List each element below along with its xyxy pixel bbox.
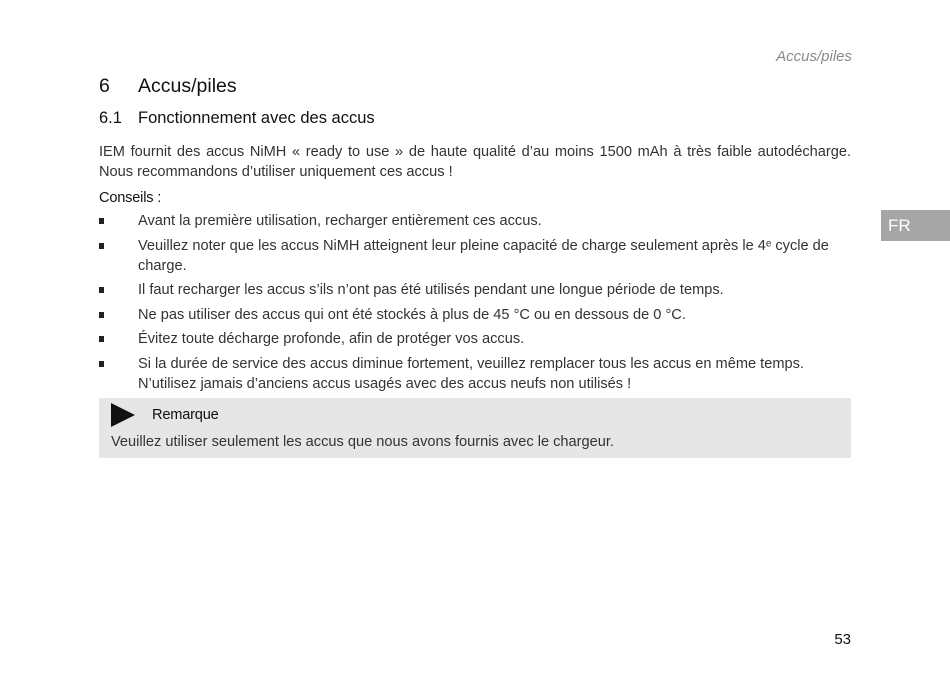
- language-tab: FR: [881, 210, 950, 241]
- section-number: 6: [99, 75, 110, 97]
- subsection-number: 6.1: [99, 109, 122, 127]
- section-title: Accus/piles: [138, 75, 237, 97]
- tip-text: Évitez toute décharge profonde, afin de protéger vos accus.: [138, 331, 525, 347]
- subsection-heading: [99, 107, 851, 129]
- tip-item: [99, 211, 851, 231]
- tip-item: [99, 354, 851, 394]
- bullet-icon: [99, 243, 104, 249]
- note-title: Remarque: [152, 407, 219, 423]
- bullet-icon: [99, 312, 104, 318]
- page-content: [99, 74, 851, 458]
- tips-list: [99, 211, 851, 394]
- bullet-icon: [99, 218, 104, 224]
- tip-text: Ne pas utiliser des accus qui ont été stockés à plus de 45 °C ou en dessous de 0 °C.: [138, 306, 686, 323]
- section-heading: [99, 74, 851, 98]
- bullet-icon: [99, 361, 104, 367]
- tip-text: Avant la première utilisation, recharger entièrement ces accus.: [138, 213, 542, 229]
- bullet-icon: [99, 336, 104, 342]
- tip-text: Il faut recharger les accus s’ils n’ont pas été utilisés pendant une longue période de temps.: [138, 282, 724, 298]
- page-number: 53: [834, 631, 851, 648]
- tip-text: Si la durée de service des accus diminue fortement, veuillez remplacer tous les accus en même temps. N’utilisez jamais d’anciens accus usagés avec des accus neufs non utilisés !: [138, 355, 804, 392]
- note-text: Veuillez utiliser seulement les accus que nous avons fournis avec le chargeur.: [111, 434, 614, 450]
- play-arrow-icon: [111, 403, 135, 427]
- tip-item: [99, 305, 851, 325]
- intro-paragraph: IEM fournit des accus NiMH « ready to use » de haute qualité d’au moins 1500 mAh à très faible autodécharge. Nous recommandons d’utiliser uniquement ces accus !: [99, 144, 851, 180]
- tips-label: Conseils :: [99, 190, 162, 206]
- tip-item: [99, 236, 851, 276]
- tip-text: Veuillez noter que les accus NiMH atteignent leur pleine capacité de charge seulement après le 4ᵉ cycle de charge.: [138, 237, 829, 274]
- running-header-title: Accus/piles: [776, 48, 852, 65]
- bullet-icon: [99, 287, 104, 293]
- tip-item: [99, 280, 851, 300]
- note-box: [99, 398, 851, 458]
- subsection-title: Fonctionnement avec des accus: [138, 109, 375, 127]
- tip-item: [99, 329, 851, 349]
